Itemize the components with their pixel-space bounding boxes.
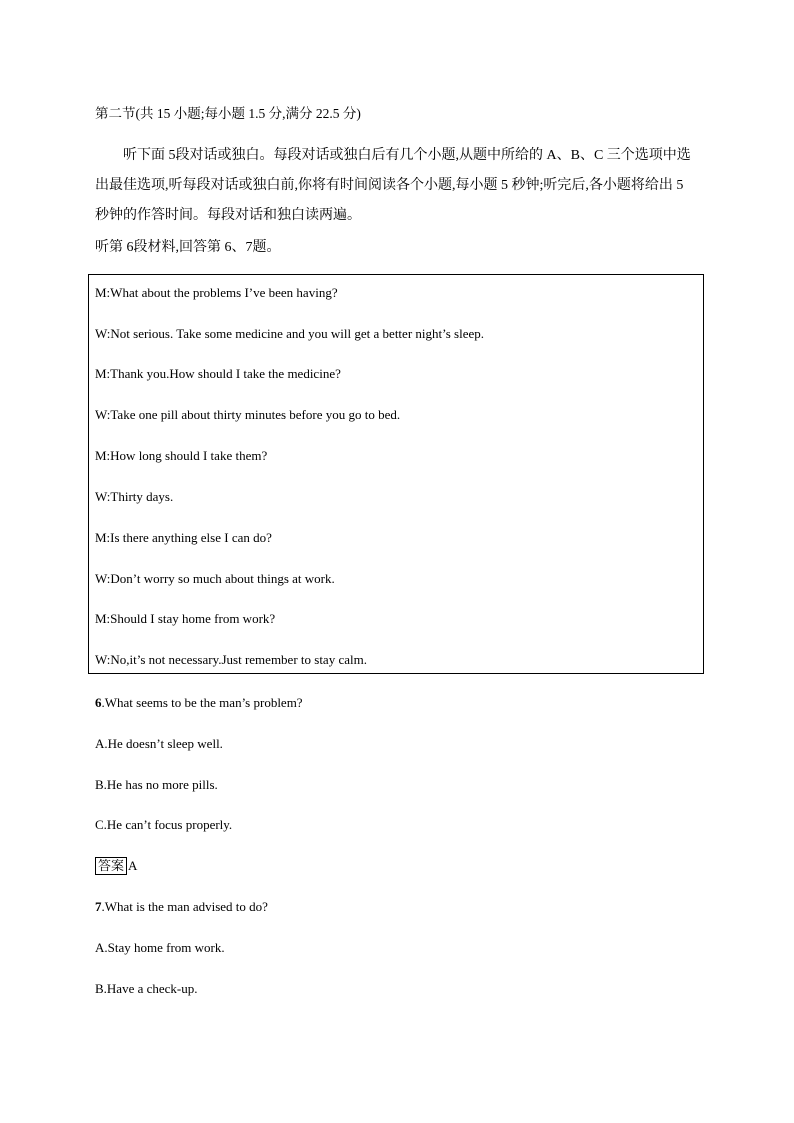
question-7 <box>95 899 268 915</box>
instructions-paragraph: 听下面 5段对话或独白。每段对话或独白后有几个小题,从题中所给的 A、B、C 三个选项中选出最佳选项,听每段对话或独白前,你将有时间阅读各个小题,每小题 5 秒钟;听完后,各小题将给出 5 秒钟的作答时间。每段对话和独白读两遍。 <box>95 148 691 223</box>
answer-label: 答案 <box>95 857 127 875</box>
question-6-option-b: B.He has no more pills. <box>95 777 218 792</box>
dialogue-line: W:Not serious. Take some medicine and you will get a better night’s sleep. <box>95 326 484 341</box>
answer-value: A <box>128 858 138 873</box>
question-7-option-b: B.Have a check-up. <box>95 981 198 996</box>
dialogue-line: W:Don’t worry so much about things at work. <box>95 571 335 586</box>
section-title: 第二节(共 15 小题;每小题 1.5 分,满分 22.5 分) <box>95 106 361 121</box>
question-6-option-a: A.He doesn’t sleep well. <box>95 736 223 751</box>
question-6-answer <box>95 857 137 875</box>
dialogue-box <box>88 274 704 674</box>
material-instruction: 听第 6段材料,回答第 6、7题。 <box>95 240 281 255</box>
dialogue-line: W:No,it’s not necessary.Just remember to stay calm. <box>95 652 367 667</box>
question-6 <box>95 695 303 711</box>
dialogue-line: M:What about the problems I’ve been having? <box>95 285 338 300</box>
question-text: .What is the man advised to do? <box>101 899 268 914</box>
dialogue-line: M:Thank you.How should I take the medicine? <box>95 366 341 381</box>
dialogue-line: W:Take one pill about thirty minutes before you go to bed. <box>95 407 401 422</box>
question-text: .What seems to be the man’s problem? <box>101 695 303 710</box>
question-6-option-c: C.He can’t focus properly. <box>95 817 233 832</box>
dialogue-line: W:Thirty days. <box>95 489 174 504</box>
question-number: 7 <box>95 899 102 914</box>
question-number: 6 <box>95 695 102 710</box>
question-7-option-a: A.Stay home from work. <box>95 940 225 955</box>
dialogue-line: M:Should I stay home from work? <box>95 611 276 626</box>
dialogue-line: M:Is there anything else I can do? <box>95 530 272 545</box>
dialogue-line: M:How long should I take them? <box>95 448 268 463</box>
